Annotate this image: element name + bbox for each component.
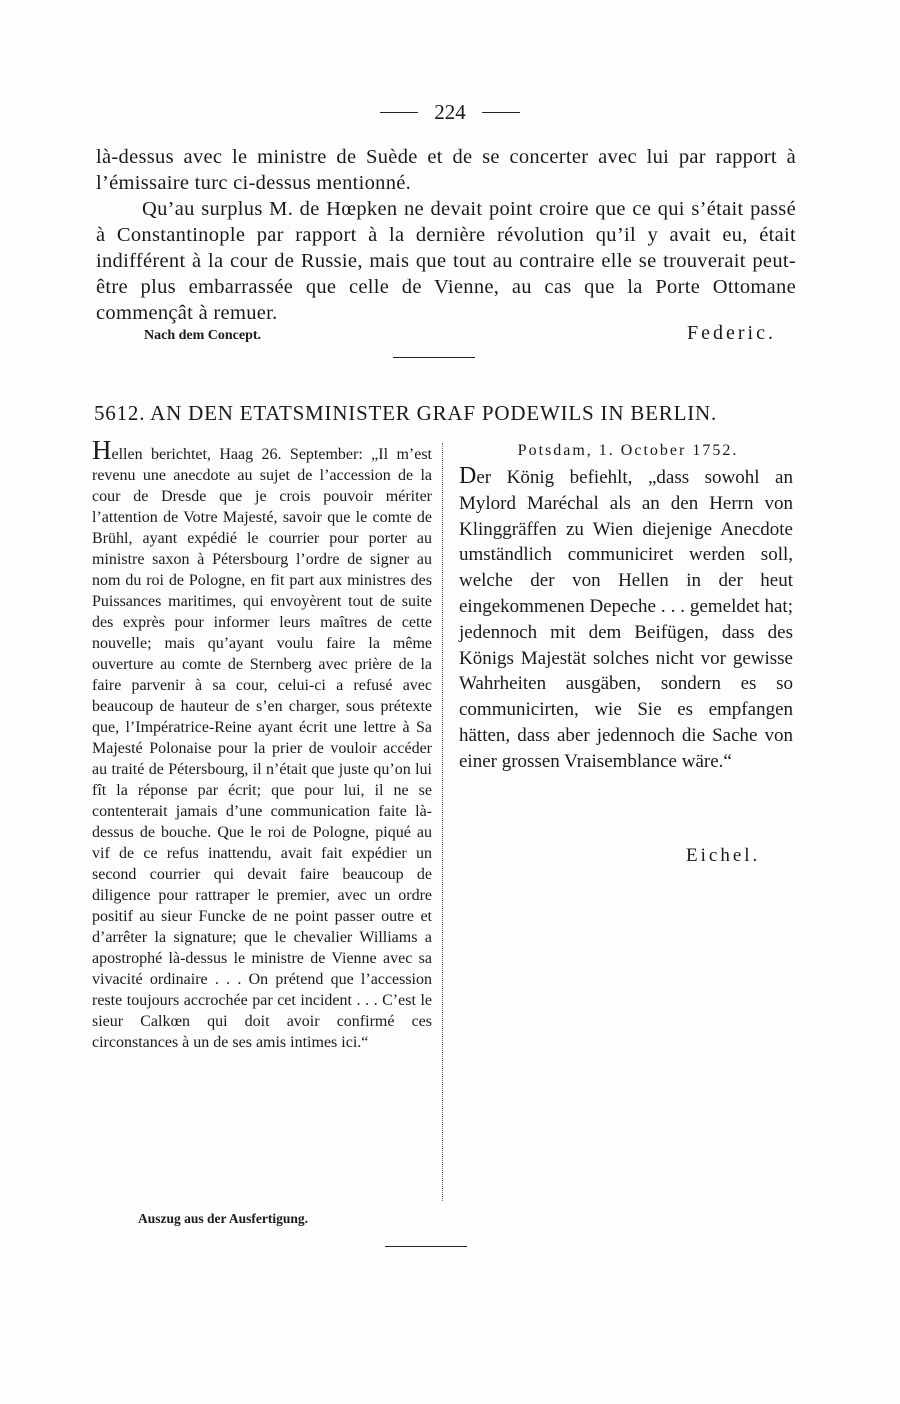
- left-dropcap: H: [92, 435, 112, 465]
- left-source-note: Auszug aus der Ausfertigung.: [138, 1211, 309, 1226]
- end-divider: [385, 1246, 467, 1247]
- page-number-header: [0, 100, 900, 125]
- section-divider: [393, 357, 475, 358]
- intro-signature: Federic.: [687, 322, 776, 344]
- left-column-text: ellen berichtet, Haag 26. September: „Il m’est revenu une anecdote au sujet de l’accession de la cour de Dresde que je crois pouvoir mériter l’attention de Votre Majesté, savoir que le comte de Brühl, ayant expédié le courrier pour porter au ministre saxon à Pétersbourg l’ordre de signer au nom du roi de Pologne, en fit part aux ministres des Puissances maritimes, qui envoyèrent tout de suite des exprès pour informer leurs maîtres de cette nouvelle; mais qu’ayant voulu faire la même ouverture au comte de Sternberg avec prière de la faire parvenir à sa cour, celui-ci a refusé avec beaucoup de hauteur de s’en charger, sous prétexte que, l’Impératrice-Reine ayant écrit une lettre à Sa Majesté Polonaise pour la prier de vouloir accéder au traité de Pétersbourg, il n’était que juste qu’on lui fît la réponse par écrit; que pour lui, il ne se contenterait jamais d’une communication faite là-dessus de bouche. Que le roi de Pologne, piqué au vif de ce refus inattendu, avait fait expédier un second courrier qui devait faire beaucoup de diligence pour rattraper le premier, avec un ordre positif au sieur Funcke de ne point passer outre et d’arrêter la signature; que le chevalier Williams a apostrophé là-dessus le ministre de Vienne avec sa vivacité ordinaire . . . On prétend que l’accession reste toujours accrochée par cet incident . . . C’est le sieur Calkœn qui doit avoir confirmé ces circonstances à un de ses amis intimes ici.“: [92, 446, 432, 1051]
- page-number: 224: [434, 100, 466, 124]
- right-column-text: er König befiehlt, „dass sowohl an Mylord Maréchal als an den Herrn von Klinggräffen zu Wien diejenige Anecdote umständlich communiciret werden soll, welche der von Hellen in der heut eingekommenen Depeche . . . gemeldet hat; jedennoch mit dem Beifügen, dass des Königs Majestät solches nicht vor gewisse Wahrheiten ausgäben, sondern es so communicirten, wie Sie es empfangen hätten, dass aber jedennoch die Sache von einer grossen Vraisemblance wäre.“: [459, 467, 793, 772]
- header-rule-right: [482, 112, 520, 113]
- dateline: Potsdam, 1. October 1752.: [517, 442, 739, 459]
- intro-continuation: [96, 144, 796, 326]
- intro-paragraph-1: là-dessus avec le ministre de Suède et de se concerter avec lui par rapport à l’émissaire turc ci-dessus mentionné.: [96, 146, 796, 194]
- right-column-order: [459, 464, 793, 775]
- intro-source-note: Nach dem Concept.: [144, 328, 262, 343]
- column-divider: [442, 443, 443, 1201]
- document-heading: 5612. AN DEN ETATSMINISTER GRAF PODEWILS IN BERLIN.: [94, 401, 718, 425]
- intro-footer: [96, 322, 776, 345]
- left-column-report: [92, 435, 432, 1053]
- right-signature: Eichel.: [686, 845, 761, 866]
- header-rule-left: [380, 112, 418, 113]
- right-dropcap: D: [459, 463, 477, 489]
- intro-paragraph-2: Qu’au surplus M. de Hœpken ne devait point croire que ce qui s’était passé à Constantinople par rapport à la dernière révolution qu’il y avait eu, était indifférent à la cour de Russie, mais que tout au contraire elle se trouverait peut-être plus embarrassée que celle de Vienne, au cas que la Porte Ottomane commençât à remuer.: [96, 198, 796, 324]
